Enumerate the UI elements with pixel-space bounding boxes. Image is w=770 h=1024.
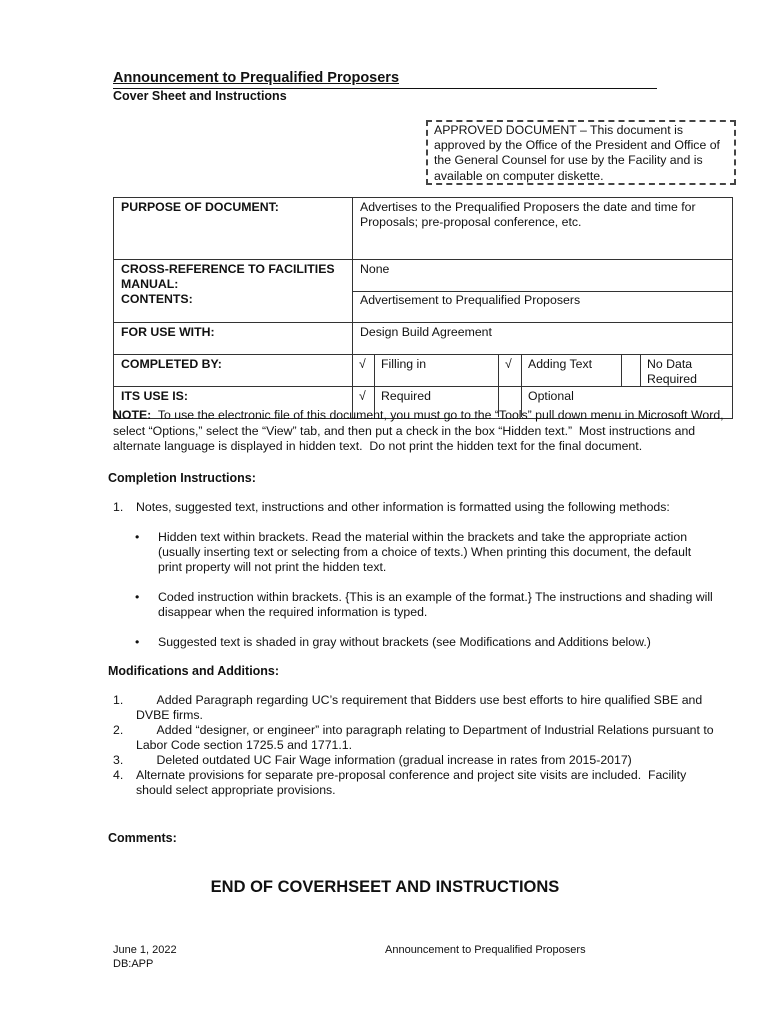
completed-option-adding-text: Adding Text <box>522 355 622 386</box>
use-with-value: Design Build Agreement <box>353 323 733 355</box>
purpose-label: PURPOSE OF DOCUMENT: <box>114 198 353 260</box>
use-option-optional: Optional <box>522 387 733 417</box>
end-heading: END OF COVERHSEET AND INSTRUCTIONS <box>210 878 560 896</box>
bullet-icon: • <box>135 635 140 649</box>
note-text: To use the electronic file of this document, you must go to the “Tools” pull down menu in Microsoft Word, select “Options,” select the “View” tab, and then put a check in the box “Hidden text.” Most instructions and alternate language is displayed in hidden text. Do not print the hidden text for the final document. <box>113 408 727 453</box>
footer-date: June 1, 2022 <box>113 944 177 956</box>
use-with-label: FOR USE WITH: <box>114 323 353 355</box>
footer-doc-title: Announcement to Prequalified Proposers <box>385 944 586 956</box>
bullet-icon: • <box>135 590 140 604</box>
comments-heading: Comments: <box>108 831 177 845</box>
completed-option-no-data: No Data Required <box>641 355 733 386</box>
completion-heading: Completion Instructions: <box>108 471 256 485</box>
bullet-text: Coded instruction within brackets. {This is an example of the format.} The instructions and shading will disappear when the required information is typed. <box>158 590 713 619</box>
use-option-required: Required <box>375 387 499 417</box>
footer-code: DB:APP <box>113 958 154 970</box>
usage-note <box>113 408 727 455</box>
completed-option-filling-in: Filling in <box>375 355 499 386</box>
list-item: 1. Added Paragraph regarding UC’s requirement that Bidders use best efforts to hire qualified SBE and DVBE firms. <box>113 693 706 722</box>
crossref-value: None <box>353 260 733 292</box>
completed-check-1: √ <box>359 357 366 371</box>
use-check-1: √ <box>359 389 366 403</box>
completion-item-number: 1. <box>113 500 124 514</box>
completed-by-label: COMPLETED BY: <box>114 355 353 387</box>
crossref-label: CROSS-REFERENCE TO FACILITIES MANUAL: <box>114 260 353 292</box>
note-label: NOTE: <box>113 408 152 422</box>
purpose-value: Advertises to the Prequalified Proposers the date and time for Proposals; pre-proposal conference, etc. <box>353 198 733 260</box>
document-subtitle: Cover Sheet and Instructions <box>113 89 287 103</box>
document-info-table <box>113 197 733 419</box>
list-item: 3. Deleted outdated UC Fair Wage information (gradual increase in rates from 2015-2017) <box>113 753 632 767</box>
list-item: 2. Added “designer, or engineer” into paragraph relating to Department of Industrial Relations pursuant to Labor Code section 1725.5 and 1771.1. <box>113 723 718 752</box>
document-title: Announcement to Prequalified Proposers <box>113 70 657 89</box>
completion-item-text: Notes, suggested text, instructions and other information is formatted using the following methods: <box>136 500 670 514</box>
modifications-list <box>113 693 723 798</box>
bullet-text: Suggested text is shaded in gray without brackets (see Modifications and Additions below.) <box>158 635 651 649</box>
modifications-heading: Modifications and Additions: <box>108 664 280 678</box>
completed-by-options <box>353 355 733 387</box>
completed-check-3 <box>622 355 641 386</box>
completed-check-2: √ <box>499 355 522 386</box>
contents-value: Advertisement to Prequalified Proposers <box>353 292 733 323</box>
list-item: 4. Alternate provisions for separate pre-proposal conference and project site visits are included. Facility should select appropriate provisions. <box>113 768 690 797</box>
bullet-text: Hidden text within brackets. Read the material within the brackets and take the appropriate action (usually inserting text or selecting from a choice of texts.) When printing this document, the default print property will not print the hidden text. <box>158 530 692 574</box>
contents-label: CONTENTS: <box>114 292 353 323</box>
bullet-icon: • <box>135 530 140 544</box>
use-is-label: ITS USE IS: <box>114 387 353 419</box>
approved-document-box: APPROVED DOCUMENT – This document is approved by the Office of the President and Office of the General Counsel for use by the Facility and is available on computer diskette. <box>426 120 736 185</box>
